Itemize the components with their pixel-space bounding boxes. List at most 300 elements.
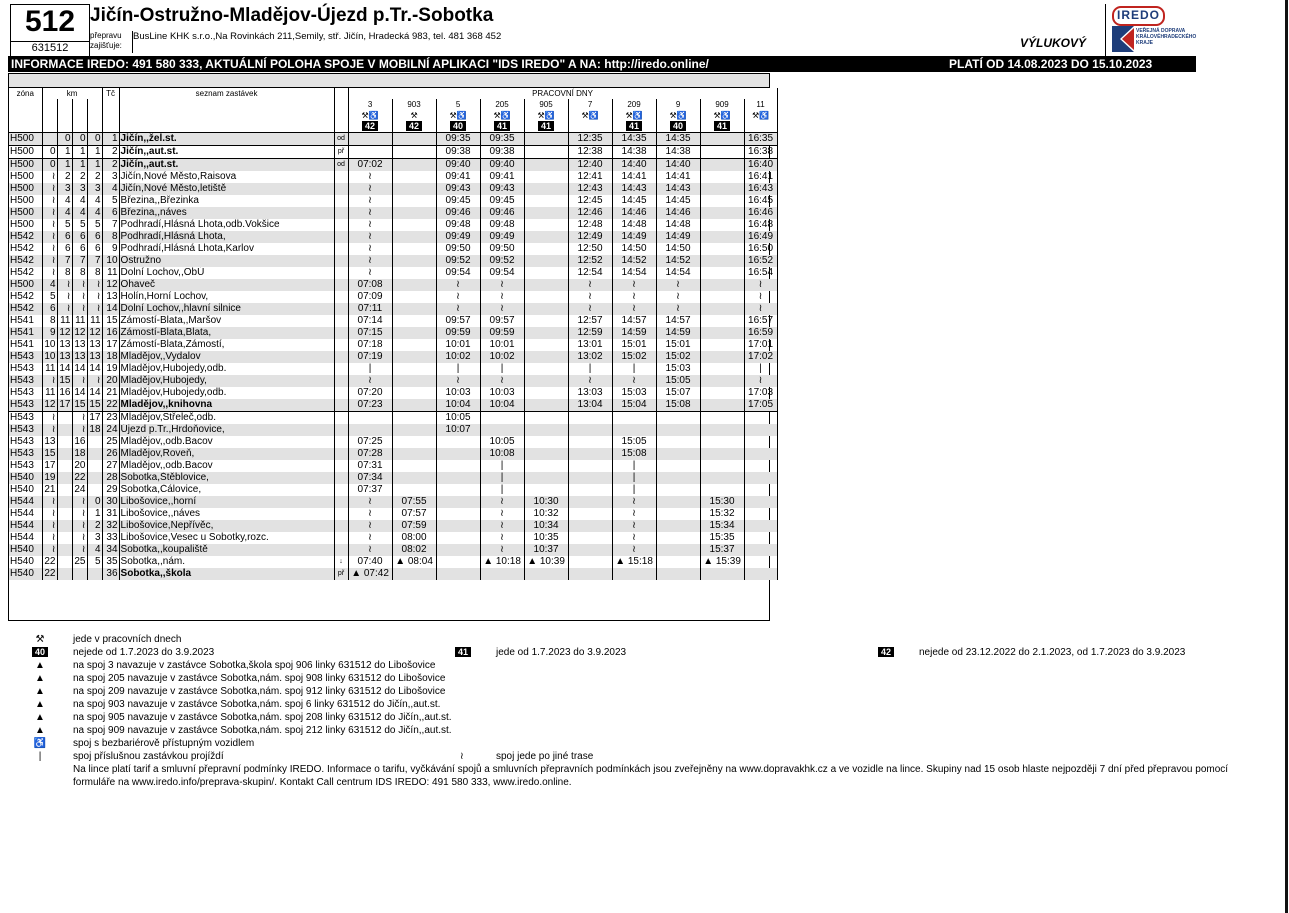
- time-cell: [700, 291, 744, 303]
- time-cell: 07:15: [348, 327, 392, 339]
- km-cell: ≀: [42, 219, 57, 231]
- time-cell: [656, 556, 700, 568]
- time-cell: [524, 267, 568, 279]
- km-cell: 14: [87, 387, 102, 399]
- zone-cell: H542: [9, 291, 42, 303]
- km-cell: 13: [57, 351, 72, 363]
- time-cell: [656, 448, 700, 460]
- time-cell: 15:07: [656, 387, 700, 399]
- triangle-icon: ▲: [35, 725, 45, 736]
- time-cell: ≀: [612, 375, 656, 387]
- trip-badge: 41: [494, 121, 510, 131]
- time-cell: 12:38: [568, 146, 612, 159]
- km-cell: 16: [57, 387, 72, 399]
- km-cell: 8: [42, 315, 57, 327]
- arrival-departure-flag: př: [334, 568, 348, 580]
- stop-number-cell: 13: [102, 291, 119, 303]
- zone-cell: H542: [9, 255, 42, 267]
- time-cell: 09:52: [436, 255, 480, 267]
- km-cell: 18: [72, 448, 87, 460]
- page-edge-line: [1285, 0, 1288, 913]
- time-cell: ≀: [480, 496, 524, 508]
- time-cell: [700, 460, 744, 472]
- time-cell: ≀: [612, 279, 656, 291]
- time-cell: [656, 568, 700, 580]
- time-cell: 07:20: [348, 387, 392, 399]
- zone-cell: H544: [9, 508, 42, 520]
- km-cell: 6: [42, 303, 57, 315]
- stop-name-cell: Jičín,,aut.st.: [119, 159, 334, 172]
- time-cell: 07:28: [348, 448, 392, 460]
- time-cell: [392, 219, 436, 231]
- km-cell: 22: [42, 568, 57, 580]
- hammer-icon: ⚒: [35, 634, 45, 645]
- km-cell: 13: [72, 339, 87, 351]
- time-cell: ≀: [348, 183, 392, 195]
- timetable-row: [9, 255, 777, 267]
- time-cell: [392, 267, 436, 279]
- legend-connection-notes: [30, 659, 1270, 737]
- zone-cell: H500: [9, 207, 42, 219]
- time-cell: [392, 255, 436, 267]
- km-cell: [57, 508, 72, 520]
- stop-number-cell: 26: [102, 448, 119, 460]
- arrival-departure-flag: [334, 303, 348, 315]
- stop-name-cell: Dolní Lochov,,hlavní silnice: [119, 303, 334, 315]
- time-cell: [524, 484, 568, 496]
- time-cell: 15:30: [700, 496, 744, 508]
- stop-number-cell: 7: [102, 219, 119, 231]
- time-cell: [700, 363, 744, 375]
- time-cell: 09:46: [480, 207, 524, 219]
- km-cell: [87, 568, 102, 580]
- km-cell: 16: [72, 436, 87, 448]
- stop-number-cell: 4: [102, 183, 119, 195]
- trip-badge-cell: [656, 121, 700, 133]
- timetable-row: [9, 436, 777, 448]
- time-cell: ≀: [348, 243, 392, 255]
- time-cell: [436, 460, 480, 472]
- time-cell: ≀: [348, 195, 392, 207]
- time-cell: 16:38: [744, 146, 777, 159]
- time-cell: 17:05: [744, 399, 777, 412]
- time-cell: 09:57: [480, 315, 524, 327]
- stop-name-cell: Březina,,Březinka: [119, 195, 334, 207]
- time-cell: 15:04: [612, 399, 656, 412]
- legend: [30, 633, 1270, 789]
- time-cell: [700, 231, 744, 243]
- time-cell: 14:40: [656, 159, 700, 172]
- time-cell: 08:02: [392, 544, 436, 556]
- stop-number-cell: 31: [102, 508, 119, 520]
- time-cell: 17:01: [744, 339, 777, 351]
- legend-note: ▲ na spoj 3 navazuje v zastávce Sobotka,škola spoj 906 linky 631512 do Libošovice: [30, 659, 1270, 672]
- km-cell: 4: [42, 279, 57, 291]
- badge-42: 42: [878, 647, 894, 657]
- iredo-logo: [1105, 4, 1196, 56]
- trip-icons: ⚒♿: [700, 110, 744, 121]
- arrival-departure-flag: [334, 291, 348, 303]
- time-cell: 14:35: [656, 133, 700, 146]
- zone-cell: H544: [9, 532, 42, 544]
- time-cell: [700, 339, 744, 351]
- time-cell: [656, 460, 700, 472]
- col-zone-header: zóna: [9, 88, 42, 99]
- time-cell: ≀: [744, 279, 777, 291]
- stop-name-cell: Jičín,,aut.st.: [119, 146, 334, 159]
- time-cell: ≀: [612, 520, 656, 532]
- km-cell: 14: [72, 363, 87, 375]
- stop-name-cell: Mladějov,Hubojedy,: [119, 375, 334, 387]
- trip-number: 9: [656, 99, 700, 110]
- info-bar-validity: PLATÍ OD 14.08.2023 DO 15.10.2023: [949, 57, 1153, 71]
- km-cell: 8: [57, 267, 72, 279]
- time-cell: 15:02: [656, 351, 700, 363]
- time-cell: ▲ 08:04: [392, 556, 436, 568]
- time-cell: [700, 267, 744, 279]
- time-cell: [480, 424, 524, 436]
- km-cell: 17: [42, 460, 57, 472]
- time-cell: [524, 363, 568, 375]
- zone-cell: H542: [9, 231, 42, 243]
- time-cell: [392, 375, 436, 387]
- timetable-row: [9, 291, 777, 303]
- arrival-departure-flag: [334, 424, 348, 436]
- legend-note: ▲ na spoj 205 navazuje v zastávce Sobotka,nám. spoj 908 linky 631512 do Libošovice: [30, 672, 1270, 685]
- stop-name-cell: Mladějov,Hubojedy,odb.: [119, 363, 334, 375]
- zone-cell: H543: [9, 351, 42, 363]
- arrival-departure-flag: [334, 484, 348, 496]
- time-cell: 12:41: [568, 171, 612, 183]
- km-cell: 12: [87, 327, 102, 339]
- time-cell: [656, 496, 700, 508]
- time-cell: [700, 472, 744, 484]
- time-cell: 07:55: [392, 496, 436, 508]
- time-cell: [524, 243, 568, 255]
- time-cell: 14:48: [612, 219, 656, 231]
- pass-through-icon: |: [38, 751, 42, 762]
- col-tc-header: Tč: [102, 88, 119, 99]
- time-cell: 14:54: [656, 267, 700, 279]
- stop-name-cell: Podhradí,Hlásná Lhota,Karlov: [119, 243, 334, 255]
- stop-number-cell: 8: [102, 231, 119, 243]
- time-cell: 12:48: [568, 219, 612, 231]
- time-cell: 13:01: [568, 339, 612, 351]
- time-cell: [744, 544, 777, 556]
- time-cell: 14:45: [656, 195, 700, 207]
- time-cell: [524, 472, 568, 484]
- km-cell: ≀: [42, 171, 57, 183]
- time-cell: [436, 544, 480, 556]
- time-cell: 07:34: [348, 472, 392, 484]
- time-cell: [524, 207, 568, 219]
- km-cell: 15: [87, 399, 102, 412]
- km-cell: ≀: [72, 544, 87, 556]
- legend-note: ▲ na spoj 209 navazuje v zastávce Sobotka,nám. spoj 912 linky 631512 do Libošovice: [30, 685, 1270, 698]
- time-cell: [744, 412, 777, 425]
- time-cell: 14:59: [656, 327, 700, 339]
- stop-name-cell: Zámostí-Blata,Blata,: [119, 327, 334, 339]
- time-cell: 12:59: [568, 327, 612, 339]
- time-cell: [524, 339, 568, 351]
- time-cell: [392, 424, 436, 436]
- time-cell: ▲ 10:18: [480, 556, 524, 568]
- km-cell: 0: [72, 133, 87, 146]
- time-cell: 07:14: [348, 315, 392, 327]
- zone-cell: H500: [9, 279, 42, 291]
- km-cell: ≀: [72, 496, 87, 508]
- km-cell: 20: [72, 460, 87, 472]
- time-cell: 16:45: [744, 195, 777, 207]
- km-cell: ≀: [42, 412, 57, 425]
- timetable-row: [9, 243, 777, 255]
- time-cell: [568, 484, 612, 496]
- km-cell: ≀: [87, 375, 102, 387]
- zone-cell: H540: [9, 484, 42, 496]
- time-cell: 09:45: [480, 195, 524, 207]
- zone-cell: H543: [9, 387, 42, 399]
- arrival-departure-flag: [334, 207, 348, 219]
- trip-badge: 41: [538, 121, 554, 131]
- time-cell: ≀: [436, 303, 480, 315]
- time-cell: [524, 568, 568, 580]
- zone-cell: H540: [9, 472, 42, 484]
- timetable-row: [9, 133, 777, 146]
- zone-cell: H543: [9, 436, 42, 448]
- time-cell: [612, 568, 656, 580]
- time-cell: 09:43: [480, 183, 524, 195]
- km-cell: 21: [42, 484, 57, 496]
- km-cell: 6: [72, 243, 87, 255]
- time-cell: 09:49: [480, 231, 524, 243]
- arrival-departure-flag: [334, 183, 348, 195]
- time-cell: ≀: [348, 267, 392, 279]
- km-cell: ≀: [42, 255, 57, 267]
- time-cell: 12:45: [568, 195, 612, 207]
- iredo-mark-icon: [1112, 26, 1134, 52]
- km-cell: ≀: [72, 412, 87, 425]
- time-cell: |: [348, 363, 392, 375]
- time-cell: [700, 243, 744, 255]
- stop-number-cell: 28: [102, 472, 119, 484]
- time-cell: [744, 508, 777, 520]
- arrival-departure-flag: [334, 375, 348, 387]
- km-cell: [57, 448, 72, 460]
- trip-badge-cell: [436, 121, 480, 133]
- time-cell: |: [612, 484, 656, 496]
- km-cell: [87, 484, 102, 496]
- time-cell: 09:40: [480, 159, 524, 172]
- zone-cell: H544: [9, 496, 42, 508]
- time-cell: 15:05: [612, 436, 656, 448]
- arrival-departure-flag: [334, 327, 348, 339]
- time-cell: 07:37: [348, 484, 392, 496]
- stop-name-cell: Zámostí-Blata,,Maršov: [119, 315, 334, 327]
- time-cell: [524, 133, 568, 146]
- time-cell: [392, 484, 436, 496]
- stop-number-cell: 33: [102, 532, 119, 544]
- trip-icons: ⚒♿: [480, 110, 524, 121]
- time-cell: [656, 436, 700, 448]
- time-cell: 09:54: [436, 267, 480, 279]
- time-cell: 14:41: [656, 171, 700, 183]
- km-cell: 17: [57, 399, 72, 412]
- km-cell: 25: [72, 556, 87, 568]
- km-cell: [57, 544, 72, 556]
- time-cell: [700, 303, 744, 315]
- km-cell: [57, 472, 72, 484]
- time-cell: 12:35: [568, 133, 612, 146]
- time-cell: 09:59: [480, 327, 524, 339]
- km-cell: ≀: [42, 375, 57, 387]
- time-cell: ≀: [348, 508, 392, 520]
- time-cell: [392, 448, 436, 460]
- time-cell: 14:35: [612, 133, 656, 146]
- time-cell: ≀: [568, 303, 612, 315]
- route-title: Jičín-Ostružno-Mladějov-Újezd p.Tr.-Sobotka: [90, 5, 494, 26]
- zone-cell: H542: [9, 303, 42, 315]
- timetable-row: [9, 183, 777, 195]
- km-cell: 0: [57, 133, 72, 146]
- time-cell: ≀: [348, 231, 392, 243]
- timetable-row: [9, 387, 777, 399]
- time-cell: ≀: [348, 496, 392, 508]
- arrival-departure-flag: [334, 544, 348, 556]
- time-cell: 15:05: [656, 375, 700, 387]
- stop-number-cell: 15: [102, 315, 119, 327]
- timetable-row: [9, 448, 777, 460]
- arrival-departure-flag: [334, 195, 348, 207]
- time-cell: 07:18: [348, 339, 392, 351]
- time-cell: [392, 303, 436, 315]
- km-cell: 6: [72, 231, 87, 243]
- zone-cell: H541: [9, 339, 42, 351]
- timetable-row: [9, 520, 777, 532]
- km-cell: ≀: [42, 231, 57, 243]
- trip-icon-row: [9, 110, 777, 121]
- time-cell: [656, 412, 700, 425]
- time-cell: [700, 219, 744, 231]
- stop-number-cell: 20: [102, 375, 119, 387]
- zone-cell: H500: [9, 146, 42, 159]
- time-cell: [392, 146, 436, 159]
- trip-badge-cell: [612, 121, 656, 133]
- time-cell: 12:50: [568, 243, 612, 255]
- arrival-departure-flag: [334, 171, 348, 183]
- triangle-icon: ▲: [35, 686, 45, 697]
- time-cell: ≀: [744, 291, 777, 303]
- time-cell: 09:48: [436, 219, 480, 231]
- time-cell: 16:59: [744, 327, 777, 339]
- time-cell: 14:43: [656, 183, 700, 195]
- time-cell: 14:38: [656, 146, 700, 159]
- arrival-departure-flag: [334, 460, 348, 472]
- timetable-row: [9, 267, 777, 279]
- km-cell: [87, 436, 102, 448]
- km-cell: 13: [87, 339, 102, 351]
- timetable-row: [9, 231, 777, 243]
- time-cell: ≀: [612, 496, 656, 508]
- km-cell: 1: [57, 146, 72, 159]
- zone-cell: H500: [9, 219, 42, 231]
- time-cell: 16:43: [744, 183, 777, 195]
- time-cell: 15:08: [612, 448, 656, 460]
- time-cell: ▲ 07:42: [348, 568, 392, 580]
- time-cell: [524, 448, 568, 460]
- time-cell: 14:41: [612, 171, 656, 183]
- time-cell: [568, 472, 612, 484]
- time-cell: [656, 532, 700, 544]
- km-cell: 9: [42, 327, 57, 339]
- arrival-departure-flag: [334, 339, 348, 351]
- time-cell: 16:40: [744, 159, 777, 172]
- time-cell: [524, 159, 568, 172]
- time-cell: 15:32: [700, 508, 744, 520]
- trip-number: 5: [436, 99, 480, 110]
- time-cell: [524, 303, 568, 315]
- zone-cell: H543: [9, 460, 42, 472]
- time-cell: 15:08: [656, 399, 700, 412]
- timetable-row: [9, 508, 777, 520]
- timetable-top-band: [9, 74, 769, 88]
- time-cell: [524, 315, 568, 327]
- trip-number: 903: [392, 99, 436, 110]
- arrival-departure-flag: [334, 231, 348, 243]
- km-cell: 5: [42, 291, 57, 303]
- time-cell: [392, 351, 436, 363]
- time-cell: [700, 424, 744, 436]
- time-cell: ≀: [612, 291, 656, 303]
- stop-name-cell: Mladějov,,knihovna: [119, 399, 334, 412]
- time-cell: 12:40: [568, 159, 612, 172]
- time-cell: 14:52: [612, 255, 656, 267]
- time-cell: [524, 219, 568, 231]
- zone-cell: H540: [9, 544, 42, 556]
- time-cell: ≀: [480, 279, 524, 291]
- trip-number: 205: [480, 99, 524, 110]
- time-cell: |: [480, 460, 524, 472]
- arrival-departure-flag: [334, 255, 348, 267]
- km-cell: 11: [42, 387, 57, 399]
- timetable-row: [9, 375, 777, 387]
- timetable-row: [9, 279, 777, 291]
- arrival-departure-flag: [334, 243, 348, 255]
- time-cell: [392, 339, 436, 351]
- km-cell: 2: [87, 520, 102, 532]
- arrival-departure-flag: od: [334, 133, 348, 146]
- km-cell: 5: [72, 219, 87, 231]
- time-cell: ≀: [568, 291, 612, 303]
- stop-name-cell: Mladějov,Střeleč,odb.: [119, 412, 334, 425]
- legend-tariff: Na lince platí tarif a smluvní přepravní podmínky IREDO. Informace o tarifu, vyčkávání spojů a smluvních přepravních podmínkách jsou zveřejněny na www.dopravakhk.cz a ve vozidle na lince. Skupiny nad 15 osob hlaste nejpozději 7 dní před přepravou pomocí formuláře na www.iredo.info/preprava-skupin/. Kontakt Call centrum IDS IREDO: 491 580 333, www.iredo.online.: [73, 764, 1229, 788]
- km-cell: ≀: [42, 496, 57, 508]
- km-cell: 6: [57, 231, 72, 243]
- time-cell: 16:54: [744, 267, 777, 279]
- km-cell: [42, 133, 57, 146]
- km-cell: 19: [42, 472, 57, 484]
- trip-badge-cell: [568, 121, 612, 133]
- km-cell: 12: [42, 399, 57, 412]
- info-bar: [8, 56, 1196, 72]
- km-cell: 8: [87, 267, 102, 279]
- zone-cell: H540: [9, 568, 42, 580]
- stop-number-cell: 18: [102, 351, 119, 363]
- arrival-departure-flag: [334, 496, 348, 508]
- stop-number-cell: 1: [102, 133, 119, 146]
- stop-name-cell: Sobotka,Štěblovice,: [119, 472, 334, 484]
- time-cell: [348, 412, 392, 425]
- trip-badge: 40: [450, 121, 466, 131]
